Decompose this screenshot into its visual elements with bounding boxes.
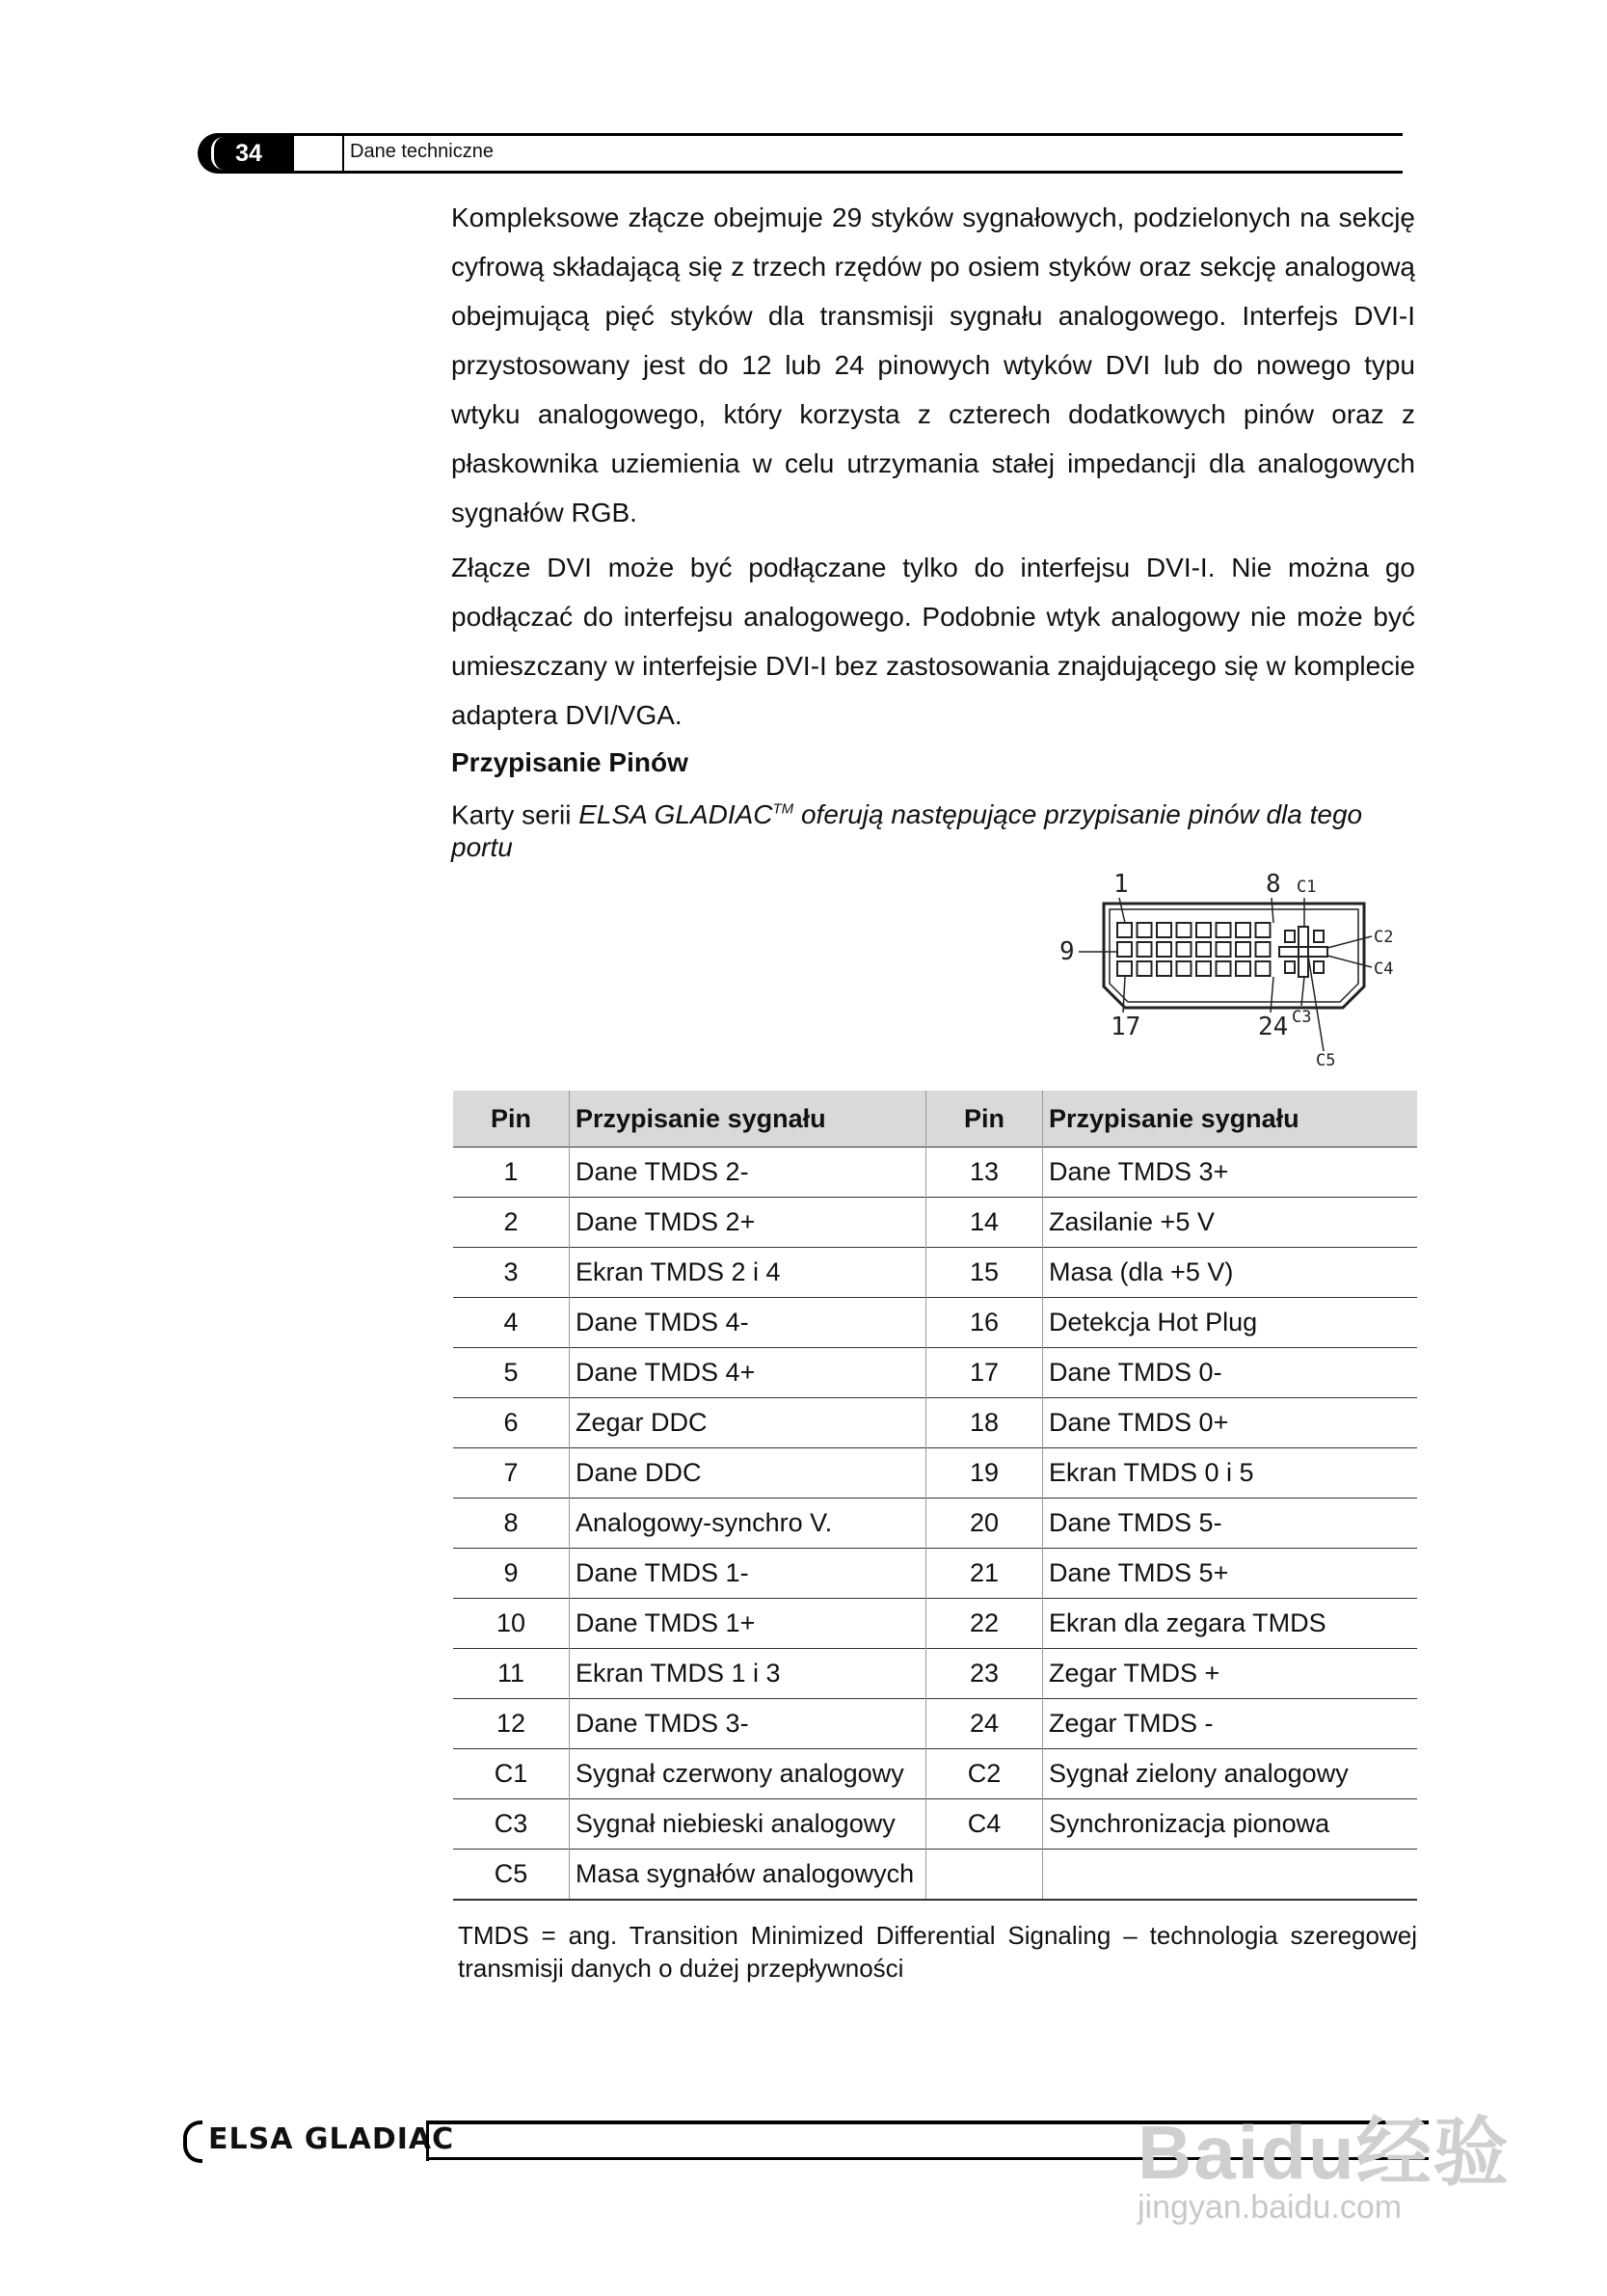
header-pin-2: Pin bbox=[926, 1091, 1043, 1148]
signal-cell: Zegar DDC bbox=[570, 1398, 926, 1448]
table-row bbox=[453, 1699, 1417, 1749]
table-row bbox=[453, 1198, 1417, 1248]
digital-pin bbox=[1117, 923, 1132, 937]
pin-cell: 7 bbox=[453, 1448, 570, 1499]
signal-cell: Detekcja Hot Plug bbox=[1043, 1298, 1418, 1348]
table-row bbox=[453, 1799, 1417, 1850]
watermark-sub: jingyan.baidu.com bbox=[1138, 2189, 1403, 2226]
pin-assignment-table bbox=[453, 1091, 1417, 1901]
pin-cell: 10 bbox=[453, 1599, 570, 1649]
table-row bbox=[453, 1749, 1417, 1799]
signal-cell: Zasilanie +5 V bbox=[1043, 1198, 1418, 1248]
table-row bbox=[453, 1398, 1417, 1448]
digital-pin bbox=[1157, 942, 1171, 957]
pin-intro bbox=[451, 794, 1415, 864]
header-pin: Pin bbox=[453, 1091, 570, 1148]
pin-cell: 17 bbox=[926, 1348, 1043, 1398]
signal-cell: Dane TMDS 1+ bbox=[570, 1599, 926, 1649]
label-c3: C3 bbox=[1292, 1008, 1312, 1027]
signal-cell: Dane TMDS 4+ bbox=[570, 1348, 926, 1398]
section-title: Dane techniczne bbox=[350, 141, 494, 162]
pin-cell: 8 bbox=[453, 1499, 570, 1549]
digital-pin bbox=[1217, 942, 1231, 957]
dvi-connector-diagram bbox=[1056, 863, 1422, 1080]
signal-cell: Dane TMDS 5- bbox=[1043, 1499, 1418, 1549]
label-c1: C1 bbox=[1297, 878, 1317, 897]
digital-pin bbox=[1157, 961, 1171, 976]
table-row bbox=[453, 1850, 1417, 1901]
pin-cell: 21 bbox=[926, 1549, 1043, 1599]
digital-pin bbox=[1138, 923, 1152, 937]
signal-cell: Masa (dla +5 V) bbox=[1043, 1248, 1418, 1298]
intro-tm: TM bbox=[772, 801, 794, 818]
pin-cell: 2 bbox=[453, 1198, 570, 1248]
header-separator bbox=[342, 133, 344, 174]
digital-pin bbox=[1138, 942, 1152, 957]
digital-pin bbox=[1177, 923, 1192, 937]
label-pin-9: 9 bbox=[1059, 937, 1075, 966]
header-signal: Przypisanie sygnału bbox=[570, 1091, 926, 1148]
header-rule-top bbox=[342, 133, 1403, 136]
digital-pin bbox=[1196, 923, 1211, 937]
pin-cell: C4 bbox=[926, 1799, 1043, 1850]
table-row bbox=[453, 1499, 1417, 1549]
signal-cell: Dane TMDS 3- bbox=[570, 1699, 926, 1749]
signal-cell: Masa sygnałów analogowych bbox=[570, 1850, 926, 1901]
pin-cell: 18 bbox=[926, 1398, 1043, 1448]
baidu-watermark bbox=[1138, 2054, 1523, 2237]
table-header-row bbox=[453, 1091, 1417, 1148]
digital-pin bbox=[1236, 942, 1250, 957]
label-c2: C2 bbox=[1374, 928, 1394, 947]
pin-cell: 1 bbox=[453, 1148, 570, 1198]
digital-pin bbox=[1117, 961, 1132, 976]
signal-cell: Sygnał czerwony analogowy bbox=[570, 1749, 926, 1799]
pin-cell: 5 bbox=[453, 1348, 570, 1398]
signal-cell: Dane TMDS 3+ bbox=[1043, 1148, 1418, 1198]
pin-cell: C3 bbox=[453, 1799, 570, 1850]
table-row bbox=[453, 1448, 1417, 1499]
digital-pin bbox=[1217, 961, 1231, 976]
label-pin-24: 24 bbox=[1258, 1013, 1289, 1041]
tmds-footnote: TMDS = ang. Transition Minimized Differential Signaling – technologia szeregowej transmisji danych o dużej przepływności bbox=[458, 1921, 1417, 1983]
signal-cell: Sygnał zielony analogowy bbox=[1043, 1749, 1418, 1799]
pin-cell: 3 bbox=[453, 1248, 570, 1298]
signal-cell: Zegar TMDS + bbox=[1043, 1649, 1418, 1699]
signal-cell: Ekran TMDS 1 i 3 bbox=[570, 1649, 926, 1699]
table-row bbox=[453, 1348, 1417, 1398]
digital-pin bbox=[1236, 923, 1250, 937]
signal-cell: Ekran TMDS 0 i 5 bbox=[1043, 1448, 1418, 1499]
page-number: 34 bbox=[198, 133, 294, 174]
pin-cell: 16 bbox=[926, 1298, 1043, 1348]
signal-cell bbox=[1043, 1850, 1418, 1901]
label-c5: C5 bbox=[1316, 1051, 1336, 1070]
label-pin-17: 17 bbox=[1111, 1013, 1141, 1041]
intro-rest: oferują następujące przypisanie pinów dla tego portu bbox=[451, 799, 1363, 863]
watermark-main: Baidu经验 bbox=[1138, 2110, 1511, 2195]
pin-cell: 12 bbox=[453, 1699, 570, 1749]
signal-cell: Dane TMDS 2- bbox=[570, 1148, 926, 1198]
table-row bbox=[453, 1599, 1417, 1649]
digital-pin bbox=[1196, 961, 1211, 976]
header-signal-2: Przypisanie sygnału bbox=[1043, 1091, 1418, 1148]
header-rule-bottom bbox=[342, 171, 1403, 174]
pin-cell: 13 bbox=[926, 1148, 1043, 1198]
pin-cell: 15 bbox=[926, 1248, 1043, 1298]
digital-pin bbox=[1138, 961, 1152, 976]
signal-cell: Dane TMDS 4- bbox=[570, 1298, 926, 1348]
pin-cell: C1 bbox=[453, 1749, 570, 1799]
table-row bbox=[453, 1148, 1417, 1198]
signal-cell: Dane TMDS 0+ bbox=[1043, 1398, 1418, 1448]
pin-cell: 24 bbox=[926, 1699, 1043, 1749]
signal-cell: Analogowy-synchro V. bbox=[570, 1499, 926, 1549]
signal-cell: Sygnał niebieski analogowy bbox=[570, 1799, 926, 1850]
digital-pin bbox=[1117, 942, 1132, 957]
digital-pin bbox=[1177, 942, 1192, 957]
footer-brand: ELSA GLADIAC bbox=[208, 2122, 455, 2156]
digital-pin bbox=[1256, 961, 1271, 976]
digital-pin bbox=[1157, 923, 1171, 937]
label-pin-8: 8 bbox=[1266, 870, 1281, 899]
digital-pin bbox=[1256, 923, 1271, 937]
signal-cell: Synchronizacja pionowa bbox=[1043, 1799, 1418, 1850]
header-gap bbox=[294, 133, 342, 174]
signal-cell: Zegar TMDS - bbox=[1043, 1699, 1418, 1749]
pin-cell: 9 bbox=[453, 1549, 570, 1599]
page-header bbox=[198, 133, 1403, 177]
digital-pin bbox=[1236, 961, 1250, 976]
signal-cell: Dane TMDS 0- bbox=[1043, 1348, 1418, 1398]
label-pin-1: 1 bbox=[1113, 870, 1129, 899]
table-row bbox=[453, 1649, 1417, 1699]
digital-pin bbox=[1217, 923, 1231, 937]
pin-cell: 4 bbox=[453, 1298, 570, 1348]
pin-cell: 23 bbox=[926, 1649, 1043, 1699]
pin-cell: 19 bbox=[926, 1448, 1043, 1499]
digital-pin bbox=[1177, 961, 1192, 976]
digital-pin bbox=[1196, 942, 1211, 957]
footer-bracket bbox=[183, 2120, 202, 2163]
pin-cell: 20 bbox=[926, 1499, 1043, 1549]
signal-cell: Dane TMDS 5+ bbox=[1043, 1549, 1418, 1599]
signal-cell: Ekran dla zegara TMDS bbox=[1043, 1599, 1418, 1649]
digital-pin bbox=[1256, 942, 1271, 957]
signal-cell: Dane DDC bbox=[570, 1448, 926, 1499]
table-row bbox=[453, 1549, 1417, 1599]
paragraph-connector: Kompleksowe złącze obejmuje 29 styków sygnałowych, podzielonych na sekcję cyfrową składającą się z trzech rzędów po osiem styków oraz sekcję analogową obejmującą pięć styków dla transmisji sygnału analogowego. Interfejs DVI-I przystosowany jest do 12 lub 24 pinowych wtyków DVI lub do nowego typu wtyku analogowego, który korzysta z czterech dodatkowych pinów oraz z płaskownika uziemienia w celu utrzymania stałej impedancji dla analogowych sygnałów RGB. bbox=[451, 203, 1415, 527]
signal-cell: Ekran TMDS 2 i 4 bbox=[570, 1248, 926, 1298]
subheading-pin-assignment: Przypisanie Pinów bbox=[451, 747, 688, 777]
pin-cell: C2 bbox=[926, 1749, 1043, 1799]
pin-cell: 14 bbox=[926, 1198, 1043, 1248]
label-c4: C4 bbox=[1374, 959, 1394, 979]
intro-plain: Karty serii bbox=[451, 799, 579, 830]
pin-cell bbox=[926, 1850, 1043, 1901]
table-row bbox=[453, 1298, 1417, 1348]
signal-cell: Dane TMDS 2+ bbox=[570, 1198, 926, 1248]
pin-cell: 11 bbox=[453, 1649, 570, 1699]
signal-cell: Dane TMDS 1- bbox=[570, 1549, 926, 1599]
pin-cell: 22 bbox=[926, 1599, 1043, 1649]
paragraph-compatibility: Złącze DVI może być podłączane tylko do interfejsu DVI-I. Nie można go podłączać do interfejsu analogowego. Podobnie wtyk analogowy nie może być umieszczany w interfejsie DVI-I bez zastosowania znajdującego się w komplecie adaptera DVI/VGA. bbox=[451, 553, 1415, 730]
footer-separator bbox=[426, 2120, 429, 2161]
pin-cell: 6 bbox=[453, 1398, 570, 1448]
body-content bbox=[451, 193, 1415, 864]
analog-pins bbox=[1279, 927, 1327, 977]
table-row bbox=[453, 1248, 1417, 1298]
pin-cell: C5 bbox=[453, 1850, 570, 1901]
intro-brand: ELSA GLADIAC bbox=[578, 799, 773, 830]
